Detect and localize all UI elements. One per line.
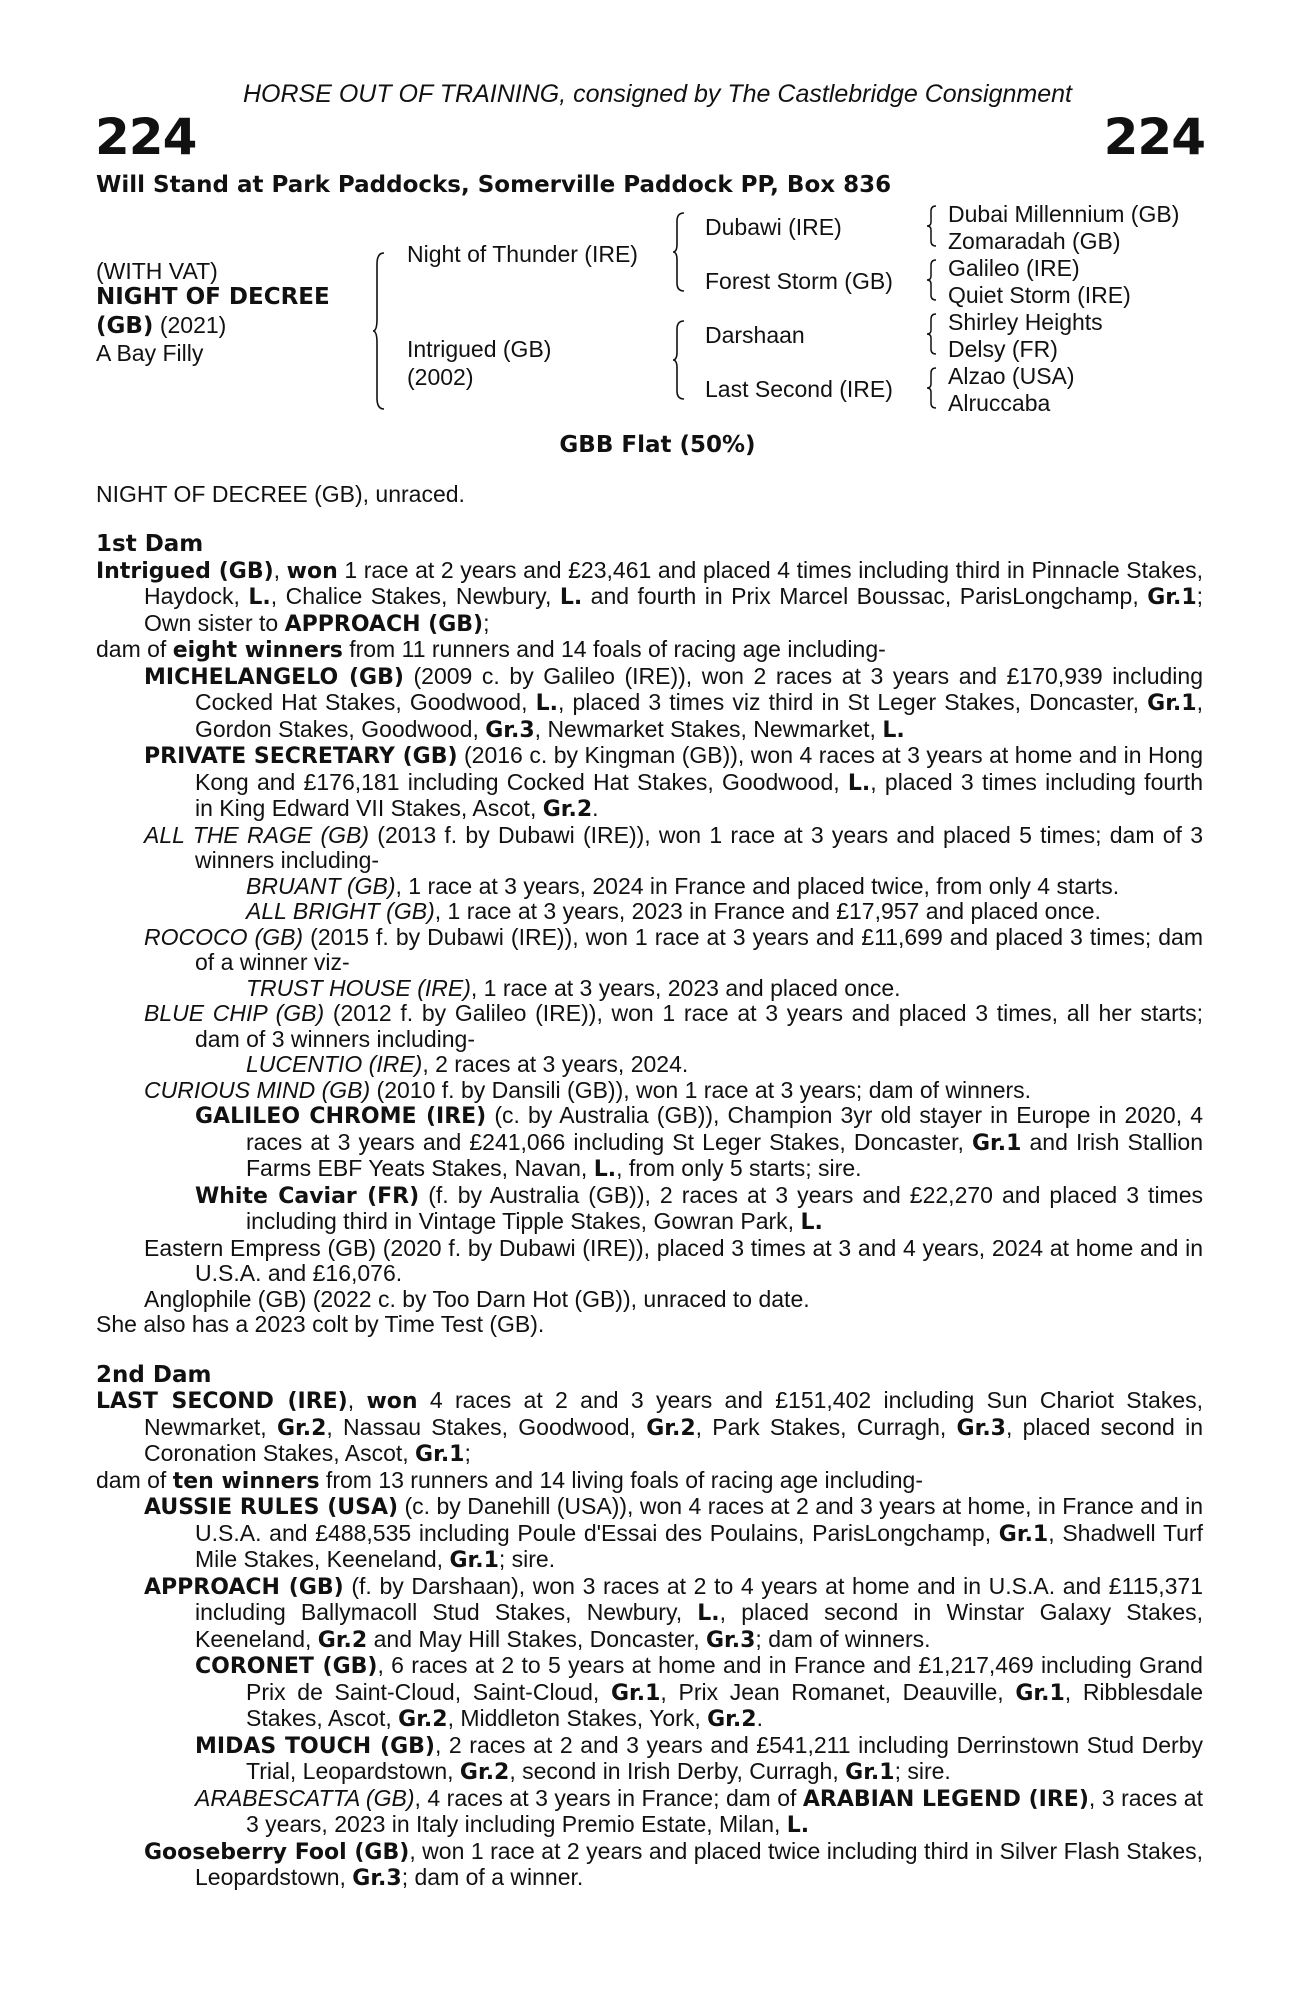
second-dam-paragraph: Gooseberry Fool (GB), won 1 race at 2 years and placed twice including third in Silver Flash Stakes, Leopardstown, Gr.3; dam of a winner.	[144, 1837, 1203, 1891]
dam-year: (2002)	[407, 364, 474, 390]
gen3-2: Zomaradah (GB)	[948, 228, 1121, 254]
first-dam-paragraph: TRUST HOUSE (IRE), 1 race at 3 years, 2023 and placed once.	[246, 974, 901, 1001]
first-dam-paragraph: ALL BRIGHT (GB), 1 race at 3 years, 2023 in France and £17,957 and placed once.	[246, 898, 1101, 924]
first-dam-paragraph: GALILEO CHROME (IRE) (c. by Australia (GB)), Champion 3yr old stayer in Europe in 2020, 4 races at 3 years and £241,066 including St Leger Stakes, Doncaster, Gr.1 and Irish Stallion Farms EBF Yeats Stakes, Navan, L., from only 5 starts; sire.	[195, 1102, 1204, 1182]
brace-sire	[672, 212, 686, 292]
first-dam-paragraph: Intrigued (GB), won 1 race at 2 years and £23,461 and placed 4 times including third in Pinnacle Stakes, Haydock, L., Chalice Stakes, Newbury, L. and fourth in Prix Marcel Boussac, ParisLongchamp, Gr.1; Own sister to APPROACH (GB);	[96, 556, 1204, 637]
first-dam-paragraph: ALL THE RAGE (GB) (2013 f. by Dubawi (IRE)), won 1 race at 3 years and placed 5 times; dam of 3 winners including-	[144, 821, 1203, 873]
brace-g4	[926, 367, 938, 409]
horse-description: A Bay Filly	[96, 340, 204, 366]
brace-g2	[926, 259, 938, 301]
gen3-5: Shirley Heights	[948, 309, 1103, 335]
gen3-3: Galileo (IRE)	[948, 255, 1080, 281]
horse-year: (2021)	[159, 312, 227, 338]
brace-main	[372, 252, 386, 410]
sale-type: GBB Flat (50%)	[559, 432, 756, 458]
gen3-8: Alruccaba	[948, 390, 1051, 416]
brace-g3	[926, 313, 938, 355]
second-dam-paragraph: MIDAS TOUCH (GB), 2 races at 2 and 3 years and £541,211 including Derrinstown Stud Derby Trial, Leopardstown, Gr.2, second in Irish Derby, Curragh, Gr.1; sire.	[195, 1731, 1203, 1785]
second-dam-paragraph: AUSSIE RULES (USA) (c. by Danehill (USA)), won 4 races at 2 and 3 years at home, in France and in U.S.A. and £488,535 including Poule d'Essai des Poulains, ParisLongchamp, Gr.1, Shadwell Turf Mile Stakes, Keeneland, Gr.1; sire.	[144, 1493, 1203, 1573]
first-dam-paragraph: MICHELANGELO (GB) (2009 c. by Galileo (IRE)), won 2 races at 3 years and £170,939 including Cocked Hat Stakes, Goodwood, L., placed 3 times viz third in St Leger Stakes, Doncaster, Gr.1, Gordon Stakes, Goodwood, Gr.3, Newmarket Stakes, Newmarket, L.	[144, 662, 1203, 743]
second-dam-paragraph: CORONET (GB), 6 races at 2 to 5 years at home and in France and £1,217,469 including Grand Prix de Saint-Cloud, Saint-Cloud, Gr.1, Prix Jean Romanet, Deauville, Gr.1, Ribblesdale Stakes, Ascot, Gr.2, Middleton Stakes, York, Gr.2.	[195, 1652, 1204, 1732]
first-dam-paragraph: Eastern Empress (GB) (2020 f. by Dubawi (IRE)), placed 3 times at 3 and 4 years, 2024 at home and in U.S.A. and £16,076.	[144, 1234, 1203, 1286]
horse-name: NIGHT OF DECREE	[96, 284, 330, 310]
dam-sire: Darshaan	[705, 322, 805, 348]
second-dam-paragraphs	[96, 1388, 1203, 1892]
first-dam-paragraph: PRIVATE SECRETARY (GB) (2016 c. by Kingman (GB)), won 4 races at 3 years at home and in Hong Kong and £176,181 including Cocked Hat Stakes, Goodwood, L., placed 3 times including fourth in King Edward VII Stakes, Ascot, Gr.2.	[144, 742, 1203, 822]
gen3-6: Delsy (FR)	[948, 336, 1058, 362]
second-dam-paragraph: dam of ten winners from 13 runners and 14 living foals of racing age including-	[96, 1466, 924, 1494]
first-dam-paragraph: BRUANT (GB), 1 race at 3 years, 2024 in France and placed twice, from only 4 starts.	[246, 872, 1120, 899]
first-dam-paragraph: dam of eight winners from 11 runners and 14 foals of racing age including-	[96, 636, 886, 663]
first-dam-paragraphs	[96, 558, 1203, 1338]
dam: Intrigued (GB)	[407, 336, 552, 362]
horse-country: (GB)	[96, 313, 154, 339]
horse-summary: NIGHT OF DECREE (GB), unraced.	[96, 481, 465, 507]
brace-g1	[926, 205, 938, 247]
sire: Night of Thunder (IRE)	[407, 241, 638, 267]
dam-dam: Last Second (IRE)	[705, 376, 893, 402]
horse-country-year	[96, 312, 226, 340]
second-dam-paragraph: ARABESCATTA (GB), 4 races at 3 years in France; dam of ARABIAN LEGEND (IRE), 3 races at 3 years, 2023 in Italy including Premio Estate, Milan, L.	[195, 1784, 1203, 1838]
first-dam-paragraph: Anglophile (GB) (2022 c. by Too Darn Hot (GB)), unraced to date.	[144, 1285, 810, 1312]
first-dam-paragraph: ROCOCO (GB) (2015 f. by Dubawi (IRE)), won 1 race at 3 years and £11,699 and placed 3 times; dam of a winner viz-	[144, 923, 1203, 975]
vat-note: (WITH VAT)	[96, 258, 218, 284]
first-dam-paragraph: She also has a 2023 colt by Time Test (GB).	[96, 1311, 545, 1337]
lot-number-right: 224	[1103, 108, 1205, 166]
first-dam-paragraph: White Caviar (FR) (f. by Australia (GB)), 2 races at 3 years and £22,270 and placed 3 times including third in Vintage Tipple Stakes, Gowran Park, L.	[195, 1181, 1204, 1235]
sire-dam: Forest Storm (GB)	[705, 268, 893, 294]
first-dam-paragraph: LUCENTIO (IRE), 2 races at 3 years, 2024.	[246, 1051, 689, 1077]
sire-sire: Dubawi (IRE)	[705, 214, 842, 240]
family-notes	[96, 532, 1203, 1892]
brace-dam	[672, 320, 686, 400]
first-dam-heading: 1st Dam	[96, 531, 204, 557]
first-dam-paragraph: CURIOUS MIND (GB) (2010 f. by Dansili (GB)), won 1 race at 3 years; dam of winners.	[144, 1076, 1032, 1103]
consignor-line: HORSE OUT OF TRAINING, consigned by The Castlebridge Consignment	[242, 80, 1073, 108]
second-dam-paragraph: LAST SECOND (IRE), won 4 races at 2 and 3 years and £151,402 including Sun Chariot Stakes, Newmarket, Gr.2, Nassau Stakes, Goodwood, Gr.2, Park Stakes, Curragh, Gr.3, placed second in Coronation Stakes, Ascot, Gr.1;	[96, 1387, 1204, 1467]
gen3-4: Quiet Storm (IRE)	[948, 282, 1131, 308]
stand-location: Will Stand at Park Paddocks, Somerville Paddock PP, Box 836	[96, 172, 892, 198]
first-dam-paragraph: BLUE CHIP (GB) (2012 f. by Galileo (IRE)), won 1 race at 3 years and placed 3 times, all her starts; dam of 3 winners including-	[144, 1000, 1204, 1052]
lot-number-left: 224	[95, 108, 197, 166]
second-dam-paragraph: APPROACH (GB) (f. by Darshaan), won 3 races at 2 to 4 years at home and in U.S.A. and £115,371 including Ballymacoll Stud Stakes, Newbury, L., placed second in Winstar Galaxy Stakes, Keeneland, Gr.2 and May Hill Stakes, Doncaster, Gr.3; dam of winners.	[144, 1572, 1204, 1653]
gen3-1: Dubai Millennium (GB)	[948, 201, 1180, 227]
second-dam-heading: 2nd Dam	[96, 1361, 212, 1388]
gen3-7: Alzao (USA)	[948, 363, 1075, 389]
